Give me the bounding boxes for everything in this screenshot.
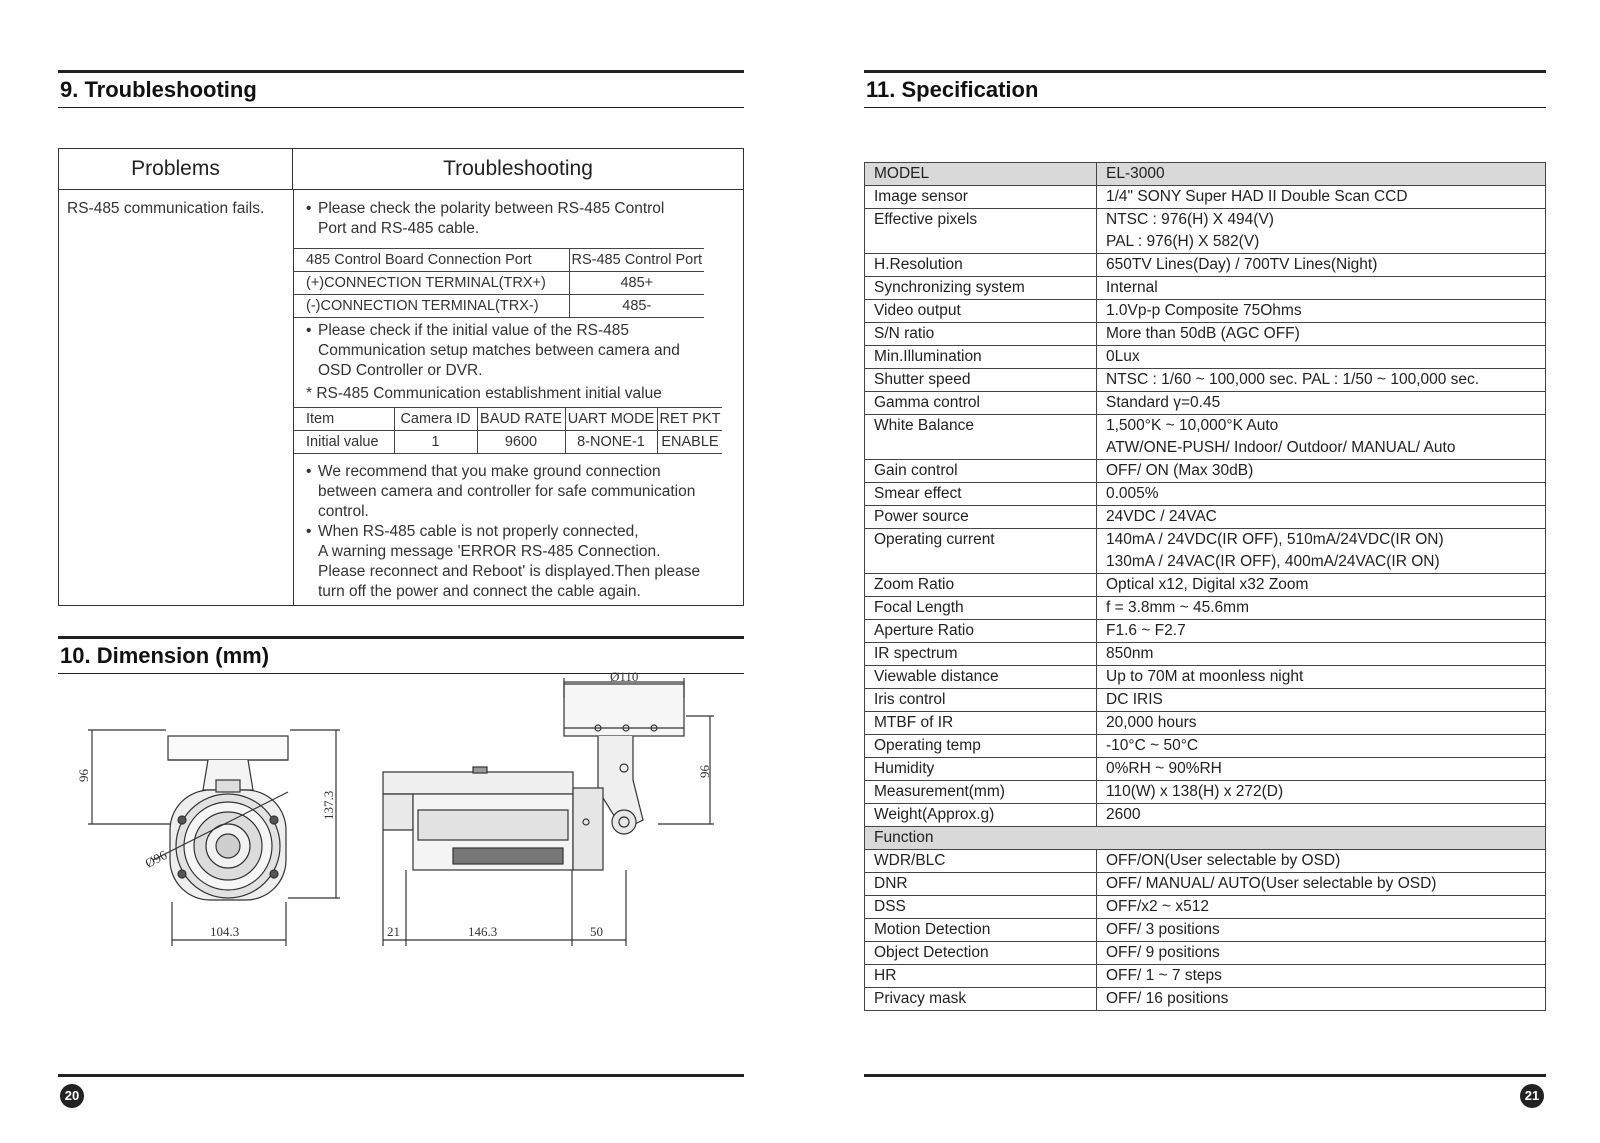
spec-value: 0.005% — [1097, 483, 1546, 506]
spec-value: 1.0Vp-p Composite 75Ohms — [1097, 300, 1546, 323]
spec-value: 0Lux — [1097, 346, 1546, 369]
spec-row — [865, 415, 1546, 460]
spec-row — [865, 277, 1546, 300]
spec-value: OFF/x2 ~ x512 — [1097, 896, 1546, 919]
spec-value: EL-3000 — [1097, 163, 1546, 186]
spec-value: OFF/ 16 positions — [1097, 988, 1546, 1011]
spec-row — [865, 300, 1546, 323]
spec-row — [865, 346, 1546, 369]
spec-value: 850nm — [1097, 643, 1546, 666]
specification-header — [864, 70, 1546, 108]
front-lens-label: Ø96 — [142, 847, 170, 871]
spec-key: Gain control — [865, 460, 1097, 483]
spec-key: Gamma control — [865, 392, 1097, 415]
front-height-label: 96 — [76, 769, 91, 782]
spec-key: Measurement(mm) — [865, 781, 1097, 804]
port-table — [294, 248, 704, 318]
spec-value: F1.6 ~ F2.7 — [1097, 620, 1546, 643]
spec-key: Min.Illumination — [865, 346, 1097, 369]
spec-key: DNR — [865, 873, 1097, 896]
spec-value: -10°C ~ 50°C — [1097, 735, 1546, 758]
spec-key: Object Detection — [865, 942, 1097, 965]
spec-row — [865, 919, 1546, 942]
spec-value: OFF/ 1 ~ 7 steps — [1097, 965, 1546, 988]
side-view — [383, 678, 714, 946]
spec-key: Aperture Ratio — [865, 620, 1097, 643]
spec-row — [865, 186, 1546, 209]
spec-value: Up to 70M at moonless night — [1097, 666, 1546, 689]
spec-row — [865, 942, 1546, 965]
bullet-polarity: • Please check the polarity between RS-485 Control Port and RS-485 cable. — [306, 200, 665, 237]
spec-value: OFF/ ON (Max 30dB) — [1097, 460, 1546, 483]
port-header-board: 485 Control Board Connection Port — [294, 249, 569, 272]
spec-value: 24VDC / 24VAC — [1097, 506, 1546, 529]
spec-key: MTBF of IR — [865, 712, 1097, 735]
side-height-label: 96 — [697, 765, 712, 778]
spec-row — [865, 896, 1546, 919]
spec-key: DSS — [865, 896, 1097, 919]
troubleshooting-header — [58, 70, 744, 108]
page-number-right: 21 — [1520, 1084, 1544, 1108]
specification-table — [864, 162, 1546, 1011]
spec-key: Function — [865, 827, 1546, 850]
spec-value: 0%RH ~ 90%RH — [1097, 758, 1546, 781]
spec-row — [865, 163, 1546, 186]
spec-key: H.Resolution — [865, 254, 1097, 277]
spec-row — [865, 827, 1546, 850]
dimension-header — [58, 636, 744, 674]
troubleshooting-title: 9. Troubleshooting — [60, 77, 257, 102]
spec-key: IR spectrum — [865, 643, 1097, 666]
spec-key: Power source — [865, 506, 1097, 529]
spec-row — [865, 529, 1546, 574]
spec-row — [865, 712, 1546, 735]
spec-key: Focal Length — [865, 597, 1097, 620]
spec-row — [865, 392, 1546, 415]
spec-key: Video output — [865, 300, 1097, 323]
spec-row — [865, 597, 1546, 620]
spec-row — [865, 965, 1546, 988]
spec-value: 1,500°K ~ 10,000°K Auto ATW/ONE-PUSH/ Indoor/ Outdoor/ MANUAL/ Auto — [1097, 415, 1546, 460]
spec-key: Image sensor — [865, 186, 1097, 209]
spec-row — [865, 666, 1546, 689]
spec-value: More than 50dB (AGC OFF) — [1097, 323, 1546, 346]
footer-rule — [864, 1074, 1546, 1077]
spec-value: Optical x12, Digital x32 Zoom — [1097, 574, 1546, 597]
side-rear-label: 50 — [590, 924, 603, 939]
spec-value: NTSC : 976(H) X 494(V) PAL : 976(H) X 582(V) — [1097, 209, 1546, 254]
front-width-label: 104.3 — [210, 924, 240, 939]
spec-value: 110(W) x 138(H) x 272(D) — [1097, 781, 1546, 804]
spec-key: Humidity — [865, 758, 1097, 781]
spec-value: OFF/ MANUAL/ AUTO(User selectable by OSD) — [1097, 873, 1546, 896]
spec-key: Operating current — [865, 529, 1097, 574]
spec-value: 2600 — [1097, 804, 1546, 827]
spec-key: S/N ratio — [865, 323, 1097, 346]
bullet-symbol: • — [306, 200, 312, 217]
header-problems: Problems — [59, 149, 293, 189]
spec-value: Internal — [1097, 277, 1546, 300]
right-page — [864, 0, 1546, 1143]
side-body-label: 146.3 — [468, 924, 498, 939]
header-troubleshooting: Troubleshooting — [443, 157, 593, 180]
spec-key: White Balance — [865, 415, 1097, 460]
troubleshooting-table — [58, 148, 744, 606]
spec-row — [865, 620, 1546, 643]
spec-row — [865, 574, 1546, 597]
initial-value-table: Item Camera ID BAUD RATE UART MODE RET PKT Initial value 1 9600 8-NONE-1 ENABLE — [294, 407, 722, 454]
spec-value: f = 3.8mm ~ 45.6mm — [1097, 597, 1546, 620]
spec-key: Smear effect — [865, 483, 1097, 506]
table-row: Initial value 1 9600 8-NONE-1 ENABLE — [294, 431, 722, 454]
bullet-initial: • Please check if the initial value of the RS-485 Communication setup matches between camera and OSD Controller or DVR. — [306, 322, 680, 379]
spec-row — [865, 460, 1546, 483]
table-row: (-)CONNECTION TERMINAL(TRX-) 485- — [294, 295, 704, 318]
specification-title: 11. Specification — [866, 77, 1039, 102]
port-header-control: RS-485 Control Port — [569, 249, 704, 272]
dimension-title: 10. Dimension (mm) — [60, 643, 270, 668]
spec-row — [865, 804, 1546, 827]
front-total-height-label: 137.3 — [321, 790, 336, 820]
spec-row — [865, 323, 1546, 346]
spec-row — [865, 209, 1546, 254]
spec-key: Synchronizing system — [865, 277, 1097, 300]
problem-text: RS-485 communication fails. — [67, 200, 265, 217]
spec-value: Standard γ=0.45 — [1097, 392, 1546, 415]
spec-row — [865, 873, 1546, 896]
bullet-cable: • When RS-485 cable is not properly connected, A warning message 'ERROR RS-485 Connection. Please reconnect and Reboot' is displayed.Then please turn off the power and connect the cable again. — [306, 523, 701, 600]
spec-key: Motion Detection — [865, 919, 1097, 942]
spec-row — [865, 369, 1546, 392]
spec-value: 140mA / 24VDC(IR OFF), 510mA/24VDC(IR ON) 130mA / 24VAC(IR OFF), 400mA/24VAC(IR ON) — [1097, 529, 1546, 574]
spec-key: Shutter speed — [865, 369, 1097, 392]
spec-row — [865, 850, 1546, 873]
left-page — [58, 0, 744, 1143]
spec-key: MODEL — [865, 163, 1097, 186]
footer-rule — [58, 1074, 744, 1077]
spec-row — [865, 643, 1546, 666]
spec-row — [865, 506, 1546, 529]
spec-row — [865, 689, 1546, 712]
spec-value: OFF/ 3 positions — [1097, 919, 1546, 942]
table-row: (+)CONNECTION TERMINAL(TRX+) 485+ — [294, 272, 704, 295]
spec-value: OFF/ 9 positions — [1097, 942, 1546, 965]
spec-key: Privacy mask — [865, 988, 1097, 1011]
spec-key: Effective pixels — [865, 209, 1097, 254]
bullet-ground: • We recommend that you make ground connection between camera and controller for safe communication control. — [306, 463, 696, 520]
spec-key: HR — [865, 965, 1097, 988]
spec-value: NTSC : 1/60 ~ 100,000 sec. PAL : 1/50 ~ 100,000 sec. — [1097, 369, 1546, 392]
spec-value: 1/4" SONY Super HAD II Double Scan CCD — [1097, 186, 1546, 209]
spec-row — [865, 988, 1546, 1011]
spec-key: Weight(Approx.g) — [865, 804, 1097, 827]
spec-value: DC IRIS — [1097, 689, 1546, 712]
spec-row — [865, 758, 1546, 781]
spec-row — [865, 483, 1546, 506]
spec-key: Viewable distance — [865, 666, 1097, 689]
spec-value: OFF/ON(User selectable by OSD) — [1097, 850, 1546, 873]
spec-row — [865, 781, 1546, 804]
spec-key: Operating temp — [865, 735, 1097, 758]
front-view — [88, 730, 340, 946]
troubleshooting-steps — [294, 190, 743, 605]
spec-row — [865, 735, 1546, 758]
note-initial: * RS-485 Communication establishment initial value — [306, 385, 662, 402]
spec-key: WDR/BLC — [865, 850, 1097, 873]
spec-key: Zoom Ratio — [865, 574, 1097, 597]
spec-value: 20,000 hours — [1097, 712, 1546, 735]
spec-row — [865, 254, 1546, 277]
side-top-label: Ø110 — [610, 670, 639, 684]
dimension-drawing — [58, 670, 744, 970]
spec-key: Iris control — [865, 689, 1097, 712]
troubleshooting-table-header — [59, 149, 743, 190]
page-number-left: 20 — [60, 1084, 84, 1108]
spec-value: 650TV Lines(Day) / 700TV Lines(Night) — [1097, 254, 1546, 277]
side-front-label: 21 — [387, 924, 400, 939]
